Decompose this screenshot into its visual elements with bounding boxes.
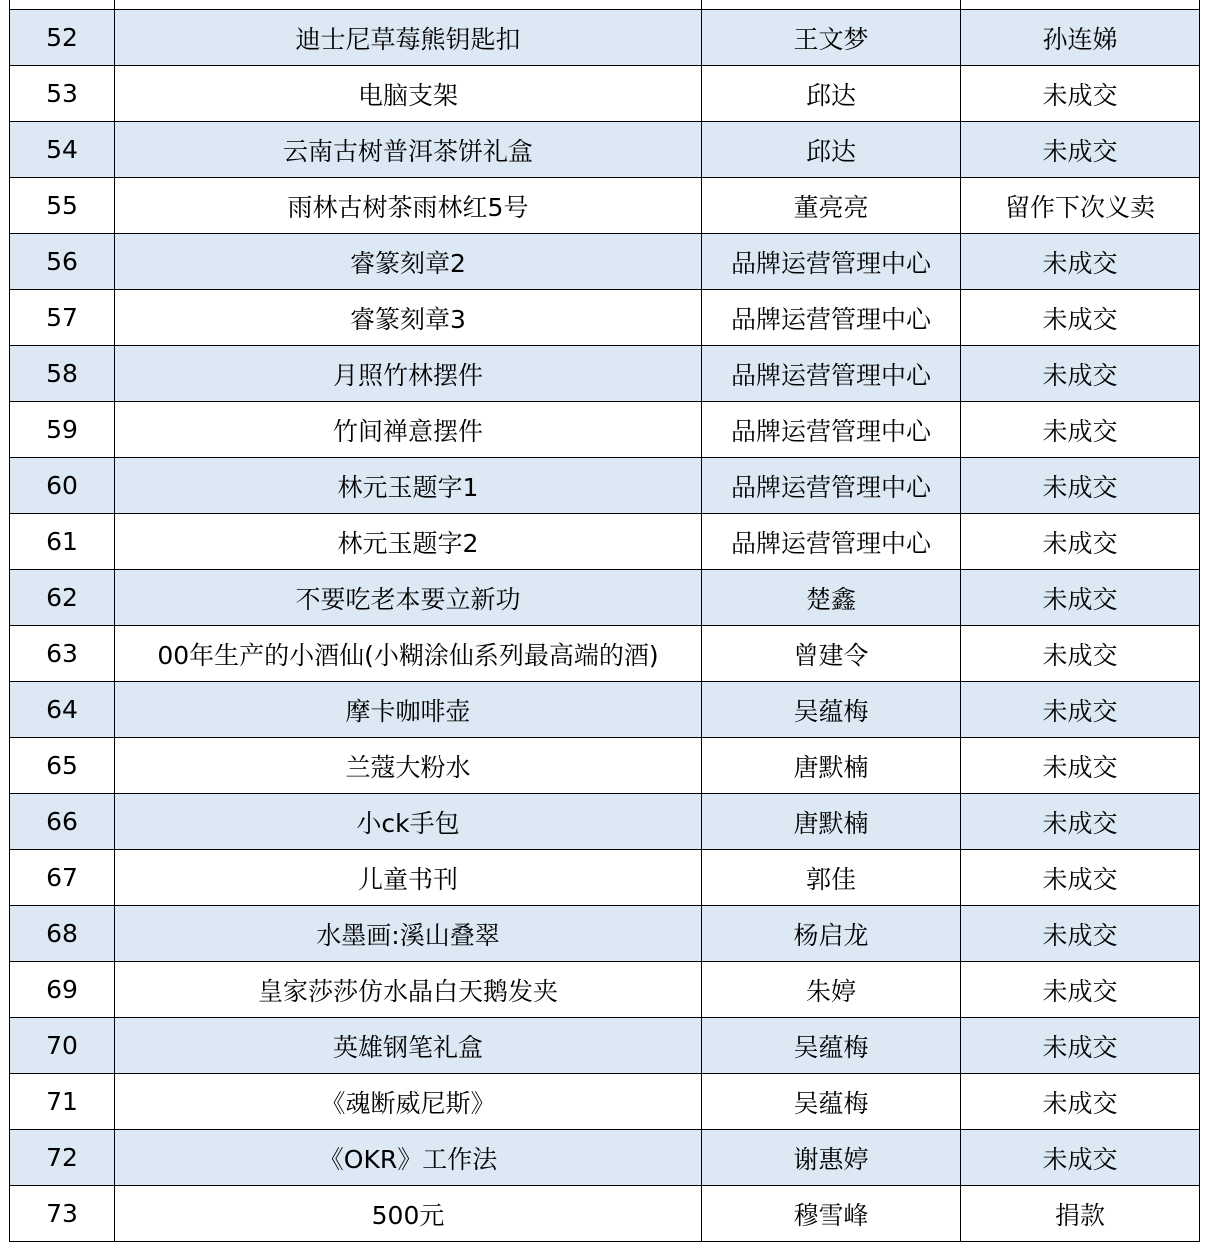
table-row (10, 1074, 1200, 1130)
row-number-cell: 64 (10, 682, 115, 738)
row-number-cell: 68 (10, 906, 115, 962)
table-row (10, 66, 1200, 122)
donor-cell: 王文梦 (702, 10, 961, 66)
table-row (10, 850, 1200, 906)
row-number-cell: 69 (10, 962, 115, 1018)
table-row (10, 178, 1200, 234)
donor-cell: 品牌运营管理中心 (702, 290, 961, 346)
result-cell: 未成交 (961, 1018, 1200, 1074)
result-cell: 留作下次义卖 (961, 178, 1200, 234)
result-cell: 未成交 (961, 514, 1200, 570)
result-cell: 未成交 (961, 682, 1200, 738)
donor-cell: 品牌运营管理中心 (702, 346, 961, 402)
item-name-cell: 小ck手包 (115, 794, 702, 850)
donor-cell: 曾建令 (702, 626, 961, 682)
table-row (10, 906, 1200, 962)
row-number-cell: 59 (10, 402, 115, 458)
item-name-cell: 竹间禅意摆件 (115, 402, 702, 458)
table-row (10, 514, 1200, 570)
item-name-cell: 睿篆刻章2 (115, 234, 702, 290)
row-number-cell: 70 (10, 1018, 115, 1074)
item-name-cell (115, 0, 702, 10)
row-number-cell: 56 (10, 234, 115, 290)
donor-cell: 吴蕴梅 (702, 682, 961, 738)
result-cell: 未成交 (961, 794, 1200, 850)
result-cell: 未成交 (961, 962, 1200, 1018)
item-name-cell: 雨林古树茶雨林红5号 (115, 178, 702, 234)
donor-cell: 品牌运营管理中心 (702, 234, 961, 290)
result-cell: 未成交 (961, 1074, 1200, 1130)
table-row (10, 10, 1200, 66)
table-row (10, 1186, 1200, 1242)
donor-cell: 品牌运营管理中心 (702, 458, 961, 514)
item-name-cell: 《魂断威尼斯》 (115, 1074, 702, 1130)
table-row (10, 682, 1200, 738)
result-cell: 未成交 (961, 122, 1200, 178)
row-number-cell: 73 (10, 1186, 115, 1242)
result-cell: 未成交 (961, 402, 1200, 458)
donor-cell: 唐默楠 (702, 794, 961, 850)
item-name-cell: 月照竹林摆件 (115, 346, 702, 402)
item-name-cell: 《OKR》工作法 (115, 1130, 702, 1186)
result-cell: 未成交 (961, 850, 1200, 906)
result-cell: 未成交 (961, 570, 1200, 626)
item-name-cell: 林元玉题字2 (115, 514, 702, 570)
row-number-cell: 54 (10, 122, 115, 178)
result-cell: 未成交 (961, 66, 1200, 122)
donor-cell: 董亮亮 (702, 178, 961, 234)
result-cell: 未成交 (961, 738, 1200, 794)
donor-cell: 品牌运营管理中心 (702, 514, 961, 570)
item-name-cell: 皇家莎莎仿水晶白天鹅发夹 (115, 962, 702, 1018)
row-number-cell: 71 (10, 1074, 115, 1130)
result-cell: 未成交 (961, 906, 1200, 962)
row-number-cell: 72 (10, 1130, 115, 1186)
donor-cell: 吴蕴梅 (702, 1018, 961, 1074)
donor-cell: 朱婷 (702, 962, 961, 1018)
row-number-cell: 67 (10, 850, 115, 906)
table-row (10, 290, 1200, 346)
result-cell: 未成交 (961, 234, 1200, 290)
row-number-cell: 63 (10, 626, 115, 682)
donor-cell: 邱达 (702, 66, 961, 122)
result-cell: 未成交 (961, 346, 1200, 402)
table-row (10, 962, 1200, 1018)
table-row (10, 402, 1200, 458)
donor-cell: 邱达 (702, 122, 961, 178)
row-number-cell: 65 (10, 738, 115, 794)
result-cell: 未成交 (961, 290, 1200, 346)
result-cell: 孙连娣 (961, 10, 1200, 66)
result-cell: 捐款 (961, 1186, 1200, 1242)
row-number-cell: 58 (10, 346, 115, 402)
donor-cell: 穆雪峰 (702, 1186, 961, 1242)
donor-cell: 杨启龙 (702, 906, 961, 962)
table-row (10, 0, 1200, 10)
item-name-cell: 兰蔻大粉水 (115, 738, 702, 794)
item-name-cell: 不要吃老本要立新功 (115, 570, 702, 626)
table-row (10, 794, 1200, 850)
item-name-cell: 电脑支架 (115, 66, 702, 122)
item-name-cell: 林元玉题字1 (115, 458, 702, 514)
table-row (10, 738, 1200, 794)
donor-cell: 品牌运营管理中心 (702, 402, 961, 458)
donor-cell: 谢惠婷 (702, 1130, 961, 1186)
donor-cell: 楚鑫 (702, 570, 961, 626)
row-number-cell (10, 0, 115, 10)
table-row (10, 346, 1200, 402)
donor-cell: 吴蕴梅 (702, 1074, 961, 1130)
result-cell (961, 0, 1200, 10)
result-cell: 未成交 (961, 1130, 1200, 1186)
result-cell: 未成交 (961, 626, 1200, 682)
table-row (10, 234, 1200, 290)
table-row (10, 570, 1200, 626)
item-name-cell: 迪士尼草莓熊钥匙扣 (115, 10, 702, 66)
table-container (9, 0, 1200, 1242)
item-name-cell: 水墨画:溪山叠翠 (115, 906, 702, 962)
item-name-cell: 摩卡咖啡壶 (115, 682, 702, 738)
item-name-cell: 睿篆刻章3 (115, 290, 702, 346)
row-number-cell: 61 (10, 514, 115, 570)
donor-cell: 唐默楠 (702, 738, 961, 794)
row-number-cell: 62 (10, 570, 115, 626)
table-row (10, 626, 1200, 682)
donor-cell: 郭佳 (702, 850, 961, 906)
row-number-cell: 55 (10, 178, 115, 234)
auction-results-table (9, 0, 1200, 1242)
row-number-cell: 57 (10, 290, 115, 346)
item-name-cell: 英雄钢笔礼盒 (115, 1018, 702, 1074)
row-number-cell: 52 (10, 10, 115, 66)
table-row (10, 458, 1200, 514)
item-name-cell: 云南古树普洱茶饼礼盒 (115, 122, 702, 178)
table-row (10, 1018, 1200, 1074)
table-body (10, 0, 1200, 1242)
row-number-cell: 60 (10, 458, 115, 514)
item-name-cell: 儿童书刊 (115, 850, 702, 906)
row-number-cell: 66 (10, 794, 115, 850)
result-cell: 未成交 (961, 458, 1200, 514)
donor-cell (702, 0, 961, 10)
table-row (10, 122, 1200, 178)
item-name-cell: 00年生产的小酒仙(小糊涂仙系列最高端的酒) (115, 626, 702, 682)
row-number-cell: 53 (10, 66, 115, 122)
table-row (10, 1130, 1200, 1186)
item-name-cell: 500元 (115, 1186, 702, 1242)
